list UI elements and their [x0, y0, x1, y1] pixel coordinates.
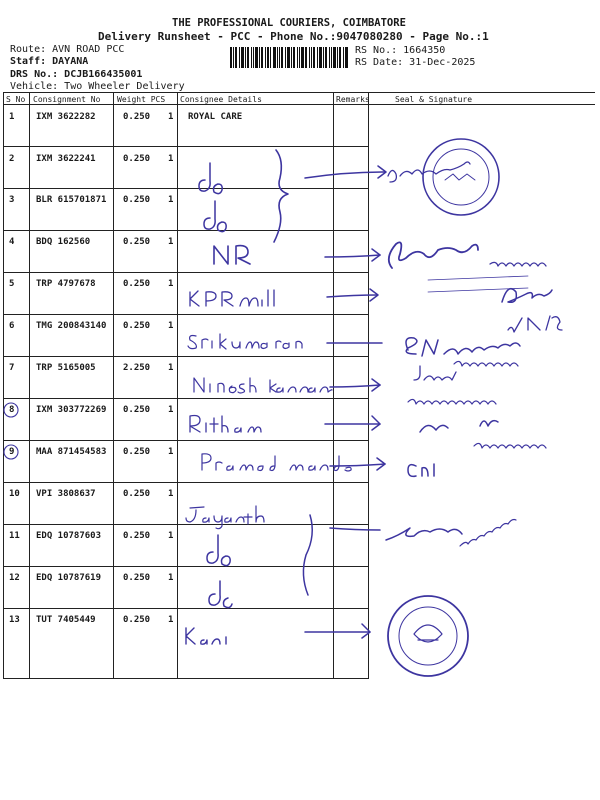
row-consignment-no: IXM 3622241 — [36, 154, 96, 164]
row-pcs: 1 — [168, 112, 174, 122]
row-divider — [3, 188, 369, 189]
row-divider — [3, 356, 369, 357]
row-divider — [3, 482, 369, 483]
row-sno: 10 — [9, 489, 20, 499]
col-header-consignment: Consignment No — [33, 95, 101, 104]
row-divider — [3, 440, 369, 441]
row-sno: 4 — [9, 237, 15, 247]
row-divider — [3, 608, 369, 609]
row-pcs: 1 — [168, 363, 174, 373]
row-sno: 6 — [9, 321, 15, 331]
row-consignment-no: EDQ 10787619 — [36, 573, 102, 583]
row-weight: 0.250 — [123, 195, 151, 205]
row-weight: 0.250 — [123, 237, 151, 247]
row-pcs: 1 — [168, 405, 174, 415]
row-consignment-no: TRP 4797678 — [36, 279, 96, 289]
table-body — [3, 92, 600, 692]
row-pcs: 1 — [168, 615, 174, 625]
row-consignment-no: BDQ 162560 — [36, 237, 91, 247]
row-weight: 0.250 — [123, 447, 151, 457]
row-pcs: 1 — [168, 321, 174, 331]
row-sno: 3 — [9, 195, 15, 205]
row-consignment-no: IXM 303772269 — [36, 405, 107, 415]
row-consignment-no: BLR 615701871 — [36, 195, 107, 205]
row-weight: 0.250 — [123, 405, 151, 415]
row-divider — [3, 566, 369, 567]
row-pcs: 1 — [168, 195, 174, 205]
row-divider — [3, 146, 369, 147]
row-sno: 9 — [9, 447, 15, 457]
row-pcs: 1 — [168, 531, 174, 541]
row-weight: 0.250 — [123, 321, 151, 331]
row-consignment-no: VPI 3808637 — [36, 489, 96, 499]
staff-label: Staff: DAYANA — [10, 56, 89, 67]
row-divider — [3, 398, 369, 399]
col-header-remarks: Remarks — [336, 95, 370, 104]
row-consignee: ROYAL CARE — [188, 112, 243, 122]
vehicle-label: Vehicle: Two Wheeler Delivery — [10, 81, 185, 92]
row-consignment-no: EDQ 10787603 — [36, 531, 102, 541]
company-title: THE PROFESSIONAL COURIERS, COIMBATORE — [172, 17, 406, 29]
drs-number: DRS No.: DCJB166435001 — [10, 69, 143, 80]
row-sno: 11 — [9, 531, 20, 541]
rs-date: RS Date: 31-Dec-2025 — [355, 57, 476, 68]
row-weight: 2.250 — [123, 363, 151, 373]
row-consignment-no: MAA 871454583 — [36, 447, 107, 457]
row-weight: 0.250 — [123, 489, 151, 499]
row-sno: 1 — [9, 112, 15, 122]
row-sno: 5 — [9, 279, 15, 289]
row-pcs: 1 — [168, 573, 174, 583]
row-sno: 8 — [9, 405, 15, 415]
row-consignment-no: TRP 5165005 — [36, 363, 96, 373]
col-header-sno: S No — [6, 95, 26, 104]
row-divider — [3, 272, 369, 273]
row-weight: 0.250 — [123, 112, 151, 122]
row-sno: 12 — [9, 573, 20, 583]
row-sno: 13 — [9, 615, 20, 625]
row-pcs: 1 — [168, 237, 174, 247]
col-header-consignee: Consignee Details — [180, 95, 262, 104]
row-pcs: 1 — [168, 279, 174, 289]
row-pcs: 1 — [168, 447, 174, 457]
row-consignment-no: IXM 3622282 — [36, 112, 96, 122]
col-header-weight-pcs: Weight PCS — [117, 95, 166, 104]
row-weight: 0.250 — [123, 279, 151, 289]
barcode-image — [230, 47, 348, 68]
row-pcs: 1 — [168, 154, 174, 164]
row-consignment-no: TMG 200843140 — [36, 321, 107, 331]
row-weight: 0.250 — [123, 531, 151, 541]
row-weight: 0.250 — [123, 573, 151, 583]
row-sno: 7 — [9, 363, 15, 373]
row-weight: 0.250 — [123, 615, 151, 625]
route-label: Route: AVN ROAD PCC — [10, 44, 125, 55]
row-pcs: 1 — [168, 489, 174, 499]
row-divider — [3, 314, 369, 315]
row-divider — [3, 524, 369, 525]
row-weight: 0.250 — [123, 154, 151, 164]
runsheet-subtitle: Delivery Runsheet - PCC - Phone No.:9047080280 - Page No.:1 — [98, 30, 489, 43]
row-sno: 2 — [9, 154, 15, 164]
rs-number: RS No.: 1664350 — [355, 45, 446, 56]
row-consignment-no: TUT 7405449 — [36, 615, 96, 625]
row-divider — [3, 230, 369, 231]
col-header-seal-signature: Seal & Signature — [395, 95, 473, 104]
